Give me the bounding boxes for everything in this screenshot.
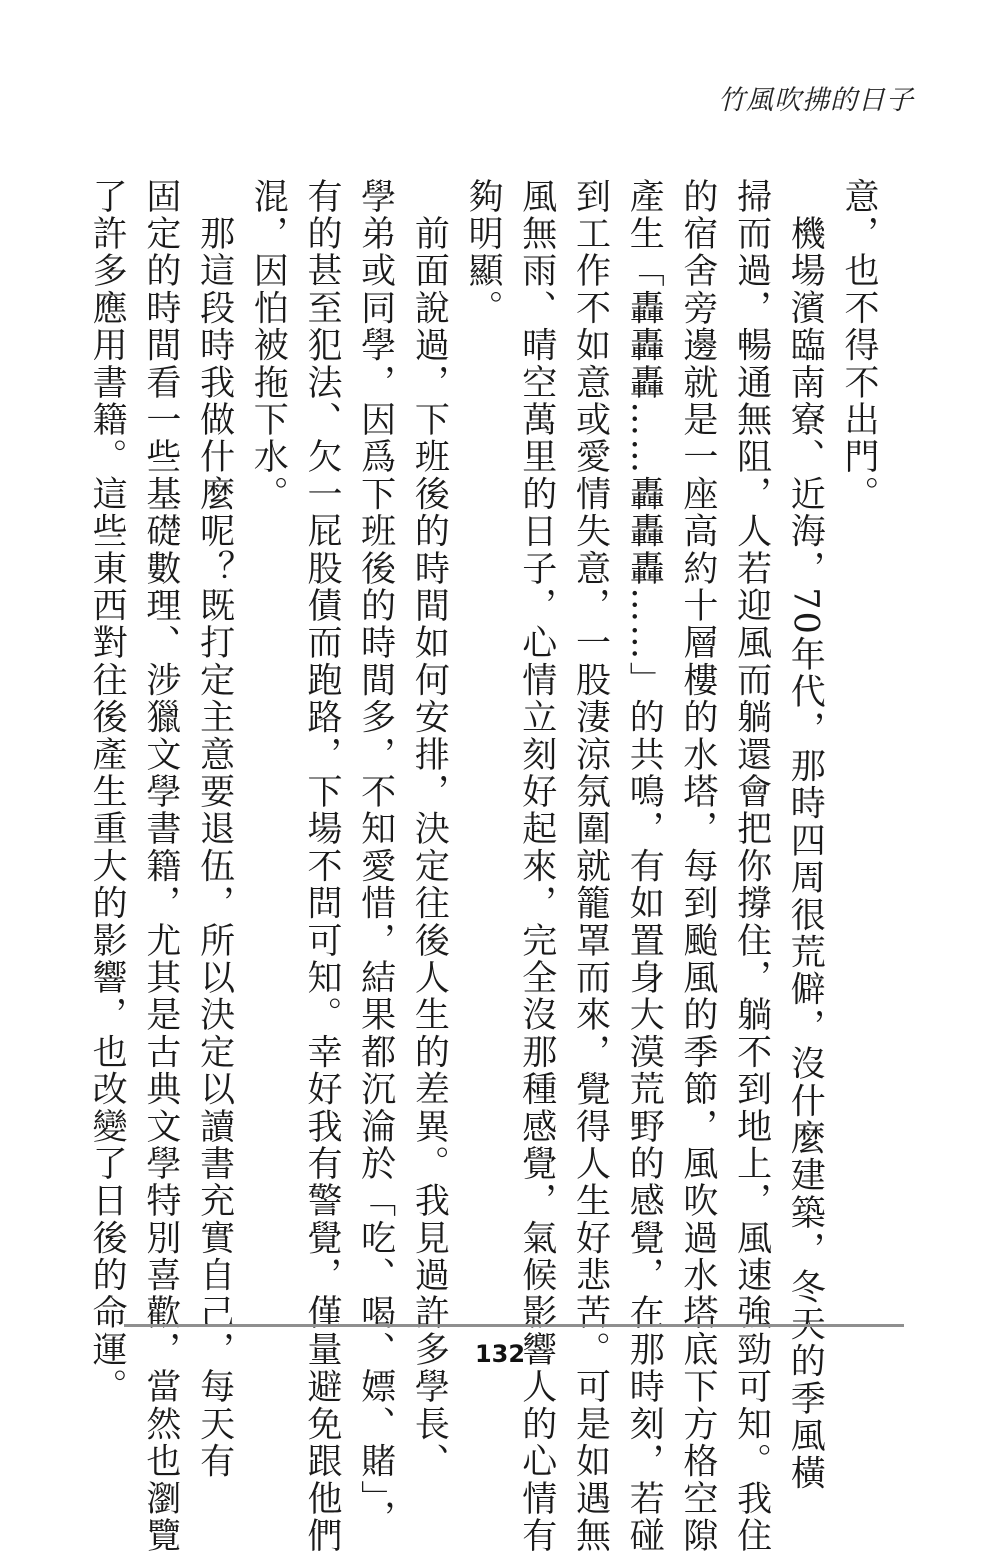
text-column: 固定的時間看一些基礎數理、涉獵文學書籍，尤其是古典文學特別喜歡，當然也瀏覽 <box>140 178 181 1554</box>
text-column: 風無雨、晴空萬里的日子，心情立刻好起來，完全沒那種感覺，氣候影響人的心情有 <box>516 178 557 1554</box>
footer-divider <box>124 1324 904 1327</box>
running-header-title: 竹風吹拂的日子 <box>718 85 914 116</box>
text-column: 有的甚至犯法、欠一屁股債而跑路，下場不問可知。幸好我有警覺，僅量避免跟他們 <box>301 178 342 1554</box>
text-column: 前面說過，下班後的時間如何安排，決定往後人生的差異。我見過許多學長、 <box>409 178 450 1480</box>
page-number: 132 <box>474 1340 526 1368</box>
text-column: 混，因怕被拖下水。 <box>248 178 289 513</box>
text-column: 意，也不得不出門。 <box>839 178 879 513</box>
text-column: 的宿舍旁邊就是一座高約十層樓的水塔，每到颱風的季節，風吹過水塔底下方格空隙 <box>677 178 718 1554</box>
text-column: 到工作不如意或愛情失意，一股淒涼氛圍就籠罩而來，覺得人生好悲苦。可是如遇無 <box>570 178 611 1554</box>
text-column: 了許多應用書籍。這些東西對往後產生重大的影響，也改變了日後的命運。 <box>87 178 128 1406</box>
text-column: 夠明顯。 <box>463 178 504 327</box>
text-column: 學弟或同學，因爲下班後的時間多，不知愛惜，結果都沉淪於「吃、喝、嫖、賭」， <box>355 178 396 1537</box>
text-column: 產生「轟轟轟……轟轟轟……」的共鳴，有如置身大漠荒野的感覺，在那時刻，若碰 <box>624 178 665 1554</box>
text-column: 掃而過，暢通無阻，人若迎風而躺還會把你撐住，躺不到地上，風速強勁可知。我住 <box>731 178 772 1554</box>
text-column: 那這段時我做什麼呢？既打定主意要退伍，所以決定以讀書充實自己，每天有 <box>194 178 235 1480</box>
text-column: 機場濱臨南寮、近海，70年代，那時四周很荒僻，沒什麼建築，冬天的季風橫 <box>785 178 826 1492</box>
